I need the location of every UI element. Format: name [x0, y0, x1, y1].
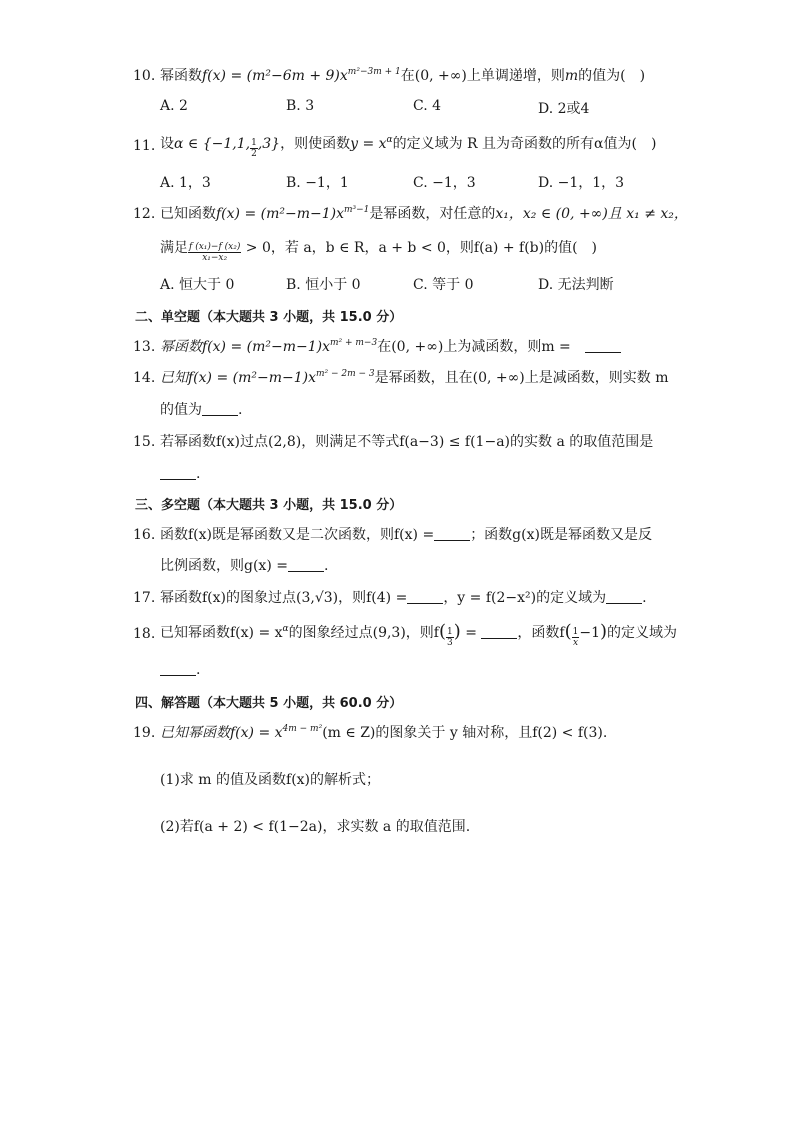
q18-fraction-2-top: 1: [572, 627, 579, 637]
q11-text-c: 的定义域为 R 且为奇函数的所有α值为( ): [392, 136, 657, 152]
q13-b: 在(0, +∞)上为减函数，则m =: [377, 339, 571, 355]
q19-stem: [160, 723, 607, 743]
q16-stem-line2: [160, 556, 328, 576]
q12-number: 12.: [133, 206, 156, 222]
section-heading-solutions: 四、解答题（本大题共 5 小题，共 60.0 分）: [135, 696, 403, 711]
q18-stem-line2: [160, 660, 200, 680]
q19-a: 已知幂函数f(x) = x: [160, 725, 283, 741]
q18-b: 的图象经过点(9,3)，则f: [288, 625, 439, 641]
q11-option-b: B. −1，1: [286, 175, 349, 191]
q12-line1-exp: m³−1: [343, 205, 370, 215]
q18-c: =: [465, 625, 477, 641]
q11-set-end: ,3}: [257, 136, 281, 152]
q10-option-b: B. 3: [286, 98, 315, 114]
q11-stem: [160, 134, 656, 159]
q11-fraction: [250, 138, 258, 159]
q18-fraction-1: [446, 627, 454, 648]
q18-exp: α: [282, 624, 289, 634]
q11-text-b: ，则使函数: [280, 136, 351, 152]
q11-option-d: D. −1，1，3: [538, 175, 625, 191]
q13-exp: m² + m−3: [329, 338, 378, 348]
q10-text-c: 的值为( ): [578, 68, 646, 84]
q12-option-a: A. 恒大于 0: [160, 277, 235, 293]
q10-expr: f(x) = (m²−6m + 9)x: [202, 68, 348, 84]
q11-fraction-bot: 2: [251, 149, 257, 159]
q12-fraction: [188, 242, 241, 263]
q18-fraction-1-top: 1: [447, 627, 453, 637]
q15-end: .: [196, 466, 201, 482]
q11-option-c: C. −1，3: [413, 175, 476, 191]
q10-option-a: A. 2: [160, 98, 188, 114]
q14-end: .: [238, 402, 243, 418]
q19-b: (m ∈ Z)的图象关于 y 轴对称，且f(2) < f(3).: [322, 725, 608, 741]
q12-option-b: B. 恒小于 0: [286, 277, 361, 293]
q12-stem-line1: [160, 204, 688, 224]
q17-number: 17.: [133, 590, 156, 606]
q13-stem: [160, 337, 621, 357]
q10-exp: m²−3m + 1: [347, 67, 401, 77]
section-heading-multi-blank: 三、多空题（本大题共 3 小题，共 15.0 分）: [135, 498, 403, 513]
q16-stem: [160, 525, 652, 545]
section-heading-single-blank: 二、单空题（本大题共 3 小题，共 15.0 分）: [135, 310, 403, 325]
q11-func: y = x: [350, 136, 387, 152]
q17-answer-blank-1[interactable]: [407, 589, 443, 604]
q10-option-c: C. 4: [413, 98, 442, 114]
q10-text-b: 在(0, +∞)上单调递增，则: [400, 68, 565, 84]
q12-stem-line2: [160, 238, 597, 263]
q17-end: .: [642, 590, 647, 606]
q17-answer-blank-2[interactable]: [606, 589, 642, 604]
q18-g-rest: −1: [579, 625, 601, 641]
q18-answer-blank-1[interactable]: [481, 624, 517, 639]
q10-text-a: 幂函数: [160, 68, 202, 84]
q16-end: .: [323, 558, 329, 574]
q18-e: 的定义域为: [607, 625, 678, 641]
q19-exp: 4m − m²: [282, 724, 323, 734]
q10-stem: [160, 66, 645, 86]
q19-part2: (2)若f(a + 2) < f(1−2a)，求实数 a 的取值范围.: [160, 819, 471, 835]
q12-line1-a: 已知函数: [160, 206, 216, 222]
q18-answer-blank-2[interactable]: [160, 661, 196, 676]
q10-option-d: D. 2或4: [538, 101, 590, 117]
q11-set: α ∈ {−1,1,: [174, 136, 251, 152]
q18-d: ，函数f: [517, 625, 565, 641]
q12-line2-a: 满足: [160, 240, 188, 256]
q12-fraction-bot: x₁−x₂: [202, 253, 228, 263]
q18-end: .: [196, 662, 201, 678]
q18-stem: 已知幂函数$f(x) = x^\alpha$的图象经过点(9,3)，则f( $\frac{1}{3}$ ) = ，函数f( $\frac{1}{x}$ −1)的定义域为: [160, 621, 678, 648]
q12-line1-expr: f(x) = (m²−m−1)x: [216, 206, 344, 222]
q15-stem: 若幂函数f(x)过点(2,8)，则满足不等式f(a−3) ≤ f(1−a)的实数 a 的取值范围是: [160, 434, 654, 450]
q18-a: 已知幂函数f(x) = x: [160, 625, 283, 641]
q19-number: 19.: [133, 725, 156, 741]
q18-number: 18.: [133, 626, 156, 642]
q12-line1-b: 是幂函数，对任意的: [369, 206, 496, 222]
q17-a: 幂函数f(x)的图象过点(3,√3)，则f(4) =: [160, 590, 408, 606]
q14-answer-blank[interactable]: [202, 401, 238, 416]
q11-fraction-top: 1: [251, 138, 257, 148]
q16-line2: 比例函数，则g(x) =: [160, 558, 288, 574]
q16-number: 16.: [133, 527, 156, 543]
q12-fraction-top: f (x₁)−f (x₂): [189, 242, 241, 252]
q14-a: 已知f(x) = (m²−m−1)x: [160, 370, 316, 386]
q12-option-c: C. 等于 0: [413, 277, 474, 293]
q14-line2: 的值为: [160, 402, 202, 418]
q12-option-d: D. 无法判断: [538, 277, 614, 293]
q16-answer-blank-1[interactable]: [434, 526, 470, 541]
q14-b: 是幂函数，且在(0, +∞)上是减函数，则实数 m: [374, 370, 669, 386]
q13-a: 幂函数f(x) = (m²−m−1)x: [160, 339, 330, 355]
q16-answer-blank-2[interactable]: [288, 557, 324, 572]
q18-fraction-2-bot: x: [572, 638, 579, 648]
q10-var: m: [564, 68, 579, 84]
q12-line2-b: > 0，若 a，b ∈ R，a + b < 0，则f(a) + f(b)的值( ): [245, 240, 597, 256]
q15-stem-line2: [160, 464, 200, 484]
q14-number: 14.: [133, 370, 156, 386]
q15-number: 15.: [133, 434, 156, 450]
q11-text-a: 设: [160, 136, 174, 152]
q15-answer-blank[interactable]: [160, 465, 196, 480]
q11-func-exp: α: [386, 135, 393, 145]
q17-stem: [160, 588, 647, 608]
q17-b: ，y = f(2−x²)的定义域为: [443, 590, 607, 606]
q16-a: 函数f(x)既是幂函数又是二次函数，则f(x) =: [160, 527, 435, 543]
q13-number: 13.: [133, 339, 156, 355]
q16-b: ；函数g(x)既是幂函数又是反: [470, 527, 652, 543]
q11-number: 11.: [133, 138, 156, 154]
q14-stem: [160, 368, 669, 388]
q12-line1-c: x₁，x₂ ∈ (0, +∞)且 x₁ ≠ x₂，: [495, 206, 688, 222]
q10-number: 10.: [133, 68, 156, 84]
q18-fraction-1-bot: 3: [447, 638, 453, 648]
q13-answer-blank[interactable]: [585, 338, 621, 353]
q14-exp: m² − 2m − 3: [315, 369, 375, 379]
q11-option-a: A. 1，3: [160, 175, 211, 191]
q19-part1: (1)求 m 的值及函数f(x)的解析式；: [160, 772, 381, 788]
q14-stem-line2: [160, 400, 242, 420]
